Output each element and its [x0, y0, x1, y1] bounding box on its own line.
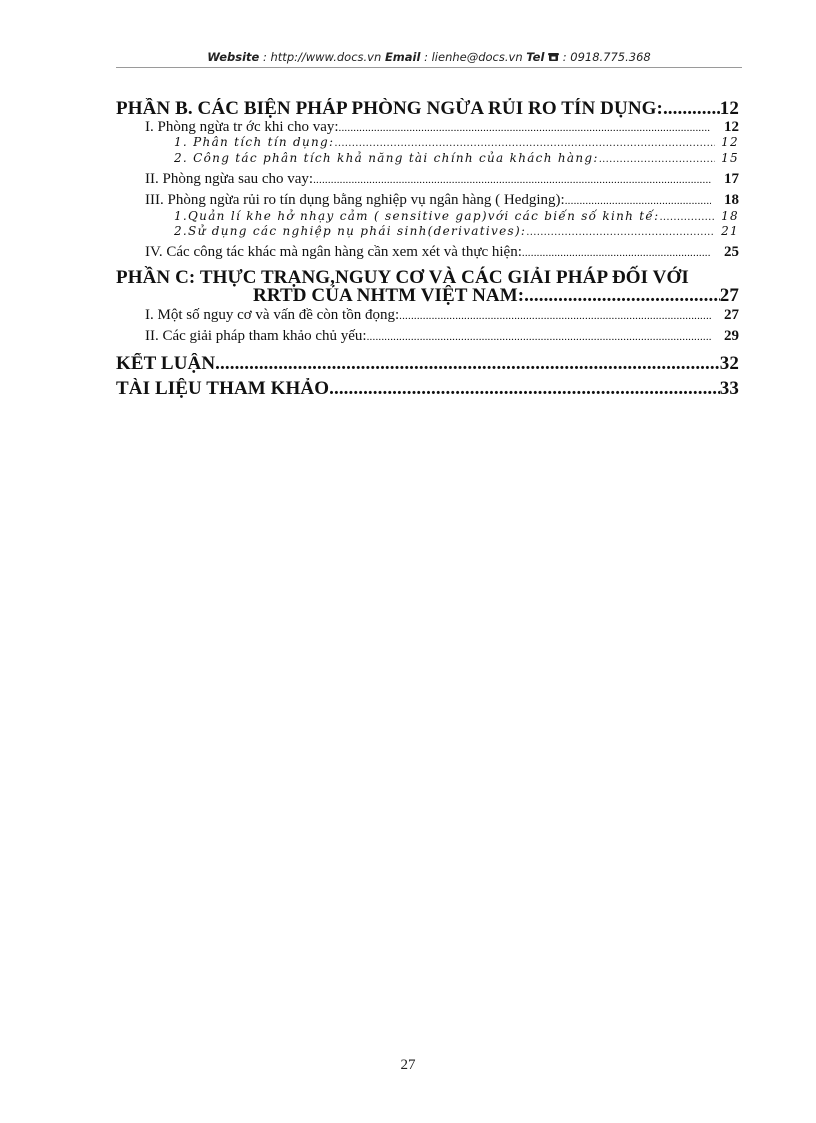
toc-leader — [659, 212, 715, 223]
toc-entry-page: 29 — [724, 328, 739, 344]
phone-icon — [548, 51, 559, 65]
toc-entry-title: III. Phòng ngừa rủi ro tín dụng bằng nghiệp vụ ngân hàng ( Hedging): — [145, 192, 565, 208]
toc-entry-b-iv[interactable] — [116, 244, 739, 261]
toc-entry-b-ii[interactable] — [116, 171, 739, 188]
toc-entry-title: 1. Phân tích tín dụng: — [174, 135, 335, 149]
toc-leader — [599, 154, 715, 165]
toc-entry-c-ii[interactable] — [116, 328, 739, 345]
toc-entry-title: II. Phòng ngừa sau cho vay: — [145, 171, 314, 187]
toc-entry-page: 21 — [721, 224, 739, 238]
toc-entry-c-i[interactable] — [116, 307, 739, 324]
header-divider — [116, 67, 742, 68]
toc-entry-references[interactable] — [116, 378, 739, 400]
tel-value: : 0918.775.368 — [562, 50, 651, 64]
toc-entry-page: 27 — [719, 285, 739, 306]
toc-entry-page: 12 — [719, 98, 739, 119]
toc-leader — [524, 285, 720, 307]
toc-entry-title: 2.Sử dụng các nghiệp nụ phái sinh(derivatives): — [174, 224, 527, 238]
toc-entry-page: 12 — [724, 119, 739, 135]
page-header — [116, 50, 742, 66]
toc-entry-b-iii-1[interactable] — [116, 209, 739, 223]
toc-entry-b-iii[interactable] — [116, 192, 739, 209]
toc-entry-page: 12 — [721, 135, 739, 149]
toc-entry-page: 18 — [724, 192, 739, 208]
toc-entry-title: II. Các giải pháp tham khảo chủ yếu: — [145, 328, 367, 344]
toc-entry-title: I. Một số nguy cơ và vấn đề còn tồn đọng: — [145, 307, 400, 323]
toc-entry-page: 17 — [724, 171, 739, 187]
toc-entry-title: KẾT LUẬN — [116, 353, 216, 374]
toc-leader — [313, 174, 711, 186]
email-value: : lienhe@docs.vn — [424, 50, 523, 64]
toc-leader — [215, 353, 720, 375]
toc-leader — [339, 122, 711, 134]
toc-entry-title: PHẦN C: THỰC TRẠNG,NGUY CƠ VÀ CÁC GIẢI PHÁP ĐỐI VỚI — [116, 267, 689, 288]
toc-entry-title: 2. Công tác phân tích khả năng tài chính của khách hàng: — [174, 151, 599, 165]
toc-entry-b-i[interactable] — [116, 119, 739, 136]
toc-entry-conclusion[interactable] — [116, 353, 739, 375]
tel-label: Tel — [526, 50, 545, 64]
toc-entry-title: I. Phòng ngừa tr ớc khi cho vay: — [145, 119, 339, 135]
toc-leader — [663, 98, 720, 120]
toc-leader — [367, 331, 711, 343]
website-label: Website — [207, 50, 260, 64]
toc-leader — [399, 310, 711, 322]
toc-entry-b-i-2[interactable] — [116, 151, 739, 165]
toc-leader — [334, 138, 715, 149]
toc-leader — [526, 227, 715, 238]
toc-entry-page: 33 — [719, 378, 739, 399]
toc-leader — [522, 247, 711, 259]
website-value: : http://www.docs.vn — [262, 50, 382, 64]
toc-entry-page: 15 — [721, 151, 739, 165]
toc-entry-title: RRTD CỦA NHTM VIỆT NAM: — [253, 285, 525, 306]
toc-leader — [565, 195, 711, 207]
toc-entry-part-b[interactable] — [116, 98, 739, 120]
toc-entry-part-c-line2[interactable] — [116, 285, 739, 307]
toc-entry-page: 18 — [721, 209, 739, 223]
toc-entry-b-iii-2[interactable] — [116, 224, 739, 238]
toc-entry-title: IV. Các công tác khác mà ngân hàng cần xem xét và thực hiện: — [145, 244, 522, 260]
email-label: Email — [384, 50, 421, 64]
toc-entry-title: PHẦN B. CÁC BIỆN PHÁP PHÒNG NGỪA RỦI RO TÍN DỤNG: — [116, 98, 663, 119]
toc-entry-b-i-1[interactable] — [116, 135, 739, 149]
toc-entry-title: 1.Quản lí khe hở nhạy cảm ( sensitive gap)với các biến số kinh tế: — [174, 209, 660, 223]
page-number: 27 — [400, 1057, 416, 1073]
toc-entry-page: 27 — [724, 307, 739, 323]
toc-entry-title: TÀI LIỆU THAM KHẢO — [116, 378, 330, 399]
toc-leader — [329, 378, 720, 400]
toc-entry-page: 25 — [724, 244, 739, 260]
toc-entry-page: 32 — [719, 353, 739, 374]
